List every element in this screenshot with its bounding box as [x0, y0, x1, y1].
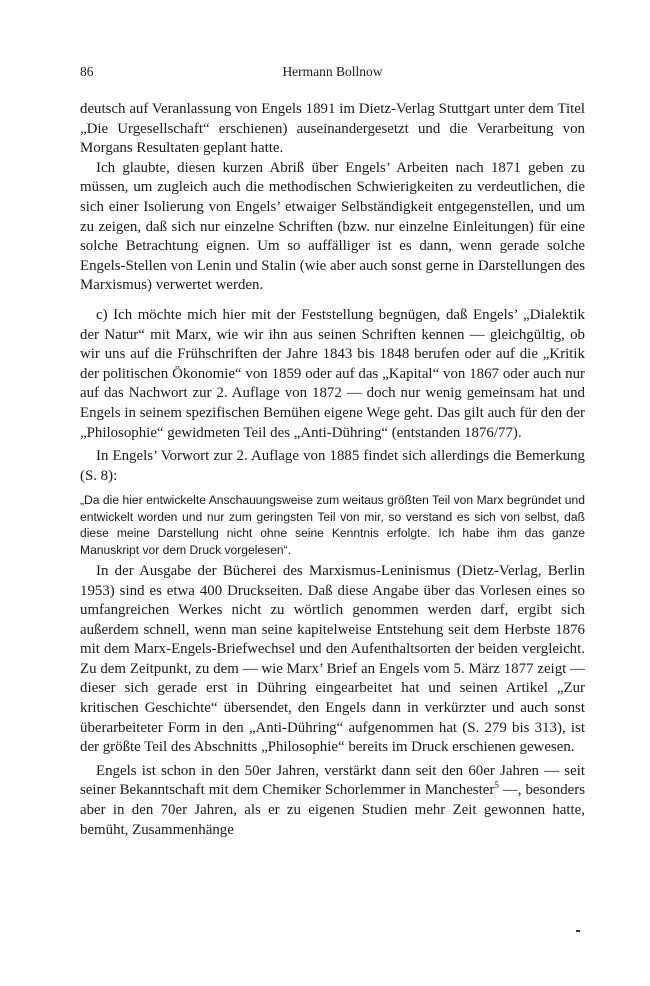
paragraph-vorwort: In Engels’ Vorwort zur 2. Auflage von 1885 findet sich allerdings die Bemerkung (S. 8): — [80, 448, 585, 484]
block-quote: „Da die hier entwickelte Anschauungsweise zum weitaus größten Teil von Marx begründet und entwickelt worden und nur zum geringsten Teil von mir, so verstand es sich von selbst, daß diese meine Darstellung nicht ohne seine Kenntnis erfolgte. Ich habe ihm das ganze Manuskript vor dem Druck vorgelesen“. — [80, 493, 585, 557]
running-title: Hermann Bollnow — [282, 64, 383, 79]
paragraph-section-c: c) Ich möchte mich hier mit der Feststellung begnügen, daß Engels’ „Dialektik der Natur“ mit Marx, wie wir ihn aus seinen Schriften kennen — gleichgültig, ob wir uns auf die Frühschriften der Jahre 1843 bis 1848 berufen oder auf die „Kritik der politischen Ökonomie“ von 1859 oder auf das „Kapital“ von 1867 oder auch nur auf das Nachwort zur 2. Auflage von 1872 — doch nur wenig gemeinsam hat und Engels in seinem spezifischen Bemühen eigene Wege geht. Das gilt auch für den der „Philosophie“ gewidmeten Teil des „Anti-Dühring“ (entstanden 1876/77). — [80, 306, 585, 441]
paragraph-summary: Ich glaubte, diesen kurzen Abriß über Engels’ Arbeiten nach 1871 geben zu müssen, um zugleich auch die methodischen Schwierigkeiten zu verdeutlichen, die sich einer Isolierung von Engels’ etwaiger Selbständigkeit entgegenstellen, und um zu zeigen, daß sich nur einzelne Schriften (bzw. nur einzelne Einleitungen) für eine solche Betrachtung eignen. Um so auffälliger ist es dann, wenn gerade solche Engels-Stellen von Lenin und Stalin (wie aber auch sonst gerne in Darstellungen des Marxismus) verwertet werden. — [80, 159, 585, 294]
running-header — [80, 64, 585, 86]
page-body — [80, 100, 585, 840]
paragraph-continuation: deutsch auf Veranlassung von Engels 1891 im Dietz-Verlag Stuttgart unter dem Titel „Die Urgesellschaft“ erschienen) auseinandergesetzt und die Verarbeitung von Morgans Resultaten geplant hatte. — [80, 101, 585, 157]
paragraph-ausgabe: In der Ausgabe der Bücherei des Marxismus-Leninismus (Dietz-Verlag, Berlin 1953) sind es etwa 400 Druckseiten. Daß diese Angabe über das Vorlesen eines so umfangreichen Werkes nicht zu wörtlich genommen werden darf, ergibt sich außerdem schnell, wenn man seine kapitelweise Entstehung seit dem Herbste 1876 mit dem Marx-Engels-Briefwechsel und den Aufenthaltsorten der beiden vergleicht. Zu dem Zeitpunkt, zu dem — wie Marx’ Brief an Engels vom 5. März 1877 zeigt — dieser sich gerade erst in Dühring eingearbeitet hat und seinen Artikel „Zur kritischen Geschichte“ übersendet, den Engels dann in verkürzter und auch sonst überarbeiteter Form in den „Anti-Dühring“ aufgenommen hat (S. 279 bis 313), ist der größte Teil des Abschnitts „Philosophie“ bereits im Druck erschienen gewesen. — [80, 562, 585, 756]
paragraph-text: Engels ist schon in den 50er Jahren, verstärkt dann seit den 60er Jahren — seit seiner Bekanntschaft mit dem Chemiker Schorlemmer in Manchester — [80, 762, 585, 799]
footnote-reference[interactable]: 5 — [494, 780, 499, 791]
paragraph-engels-studies — [80, 762, 585, 840]
book-page — [80, 64, 585, 840]
printer-mark — [576, 930, 580, 932]
paragraph-text-rest: —, besonders aber in den 70er Jahren, als er zu eigenen Studien mehr Zeit gewonnen hatte, bemüht, Zusammenhänge — [80, 782, 586, 838]
page-number: 86 — [80, 64, 94, 79]
